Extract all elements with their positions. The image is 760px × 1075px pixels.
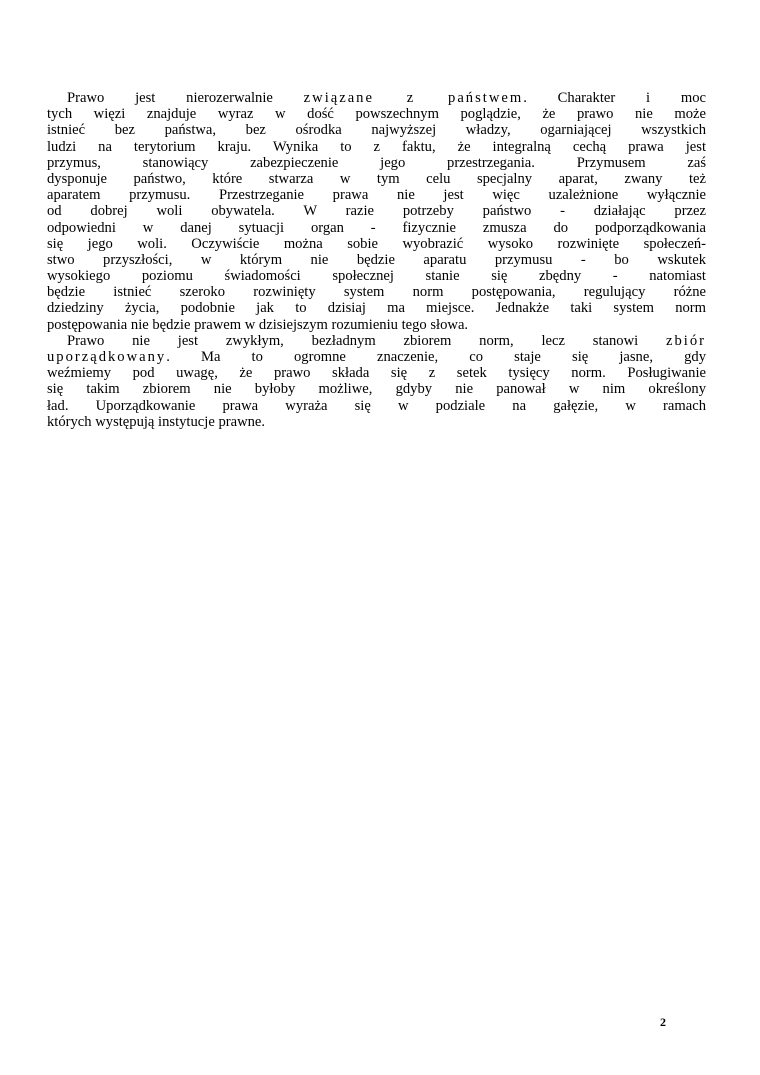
- paragraph-2-line: [47, 398, 706, 414]
- text-run: aparatem przymusu. Przestrzeganie prawa nie jest więc uzależnione wyłącznie: [47, 187, 706, 204]
- emphasized-text: związane z państwem: [303, 90, 524, 106]
- body-text: [47, 90, 706, 430]
- text-run: dziedziny życia, podobnie jak to dzisiaj ma miejsce. Jednakże taki system norm: [47, 300, 706, 317]
- paragraph-2-line: [47, 365, 706, 381]
- text-run: odpowiedni w danej sytuacji organ - fizycznie zmusza do podporządkowania: [47, 219, 706, 236]
- text-run: się jego woli. Oczywiście można sobie wyobrazić wysoko rozwinięte społeczeń-: [47, 235, 706, 252]
- paragraph-1-line: [47, 203, 706, 219]
- paragraph-2-line: [47, 414, 706, 430]
- paragraph-1-line: [47, 252, 706, 268]
- text-run: . Charakter i moc: [523, 90, 706, 106]
- paragraph-1-line: [47, 187, 706, 203]
- paragraph-1-line: [47, 317, 706, 333]
- paragraph-1-line: [47, 220, 706, 236]
- text-run: weźmiemy pod uwagę, że prawo składa się z setek tysięcy norm. Posługiwanie: [47, 365, 706, 382]
- text-run: od dobrej woli obywatela. W razie potrzeby państwo - działając przez: [47, 203, 706, 220]
- text-run: Prawo jest nierozerwalnie: [67, 90, 304, 106]
- paragraph-1-line: [47, 155, 706, 171]
- emphasized-text: zbiór: [666, 332, 706, 349]
- paragraph-1-line: [47, 171, 706, 187]
- text-run: Prawo nie jest zwykłym, bezładnym zbiorem norm, lecz stanowi: [67, 332, 666, 349]
- paragraph-2-line: [47, 349, 706, 365]
- paragraph-1-line: [47, 284, 706, 300]
- text-run: postępowania nie będzie prawem w dzisiejszym rozumieniu tego słowa.: [47, 316, 469, 333]
- paragraph-2-line: [47, 333, 706, 349]
- paragraph-2-line: [47, 381, 706, 397]
- text-run: istnieć bez państwa, bez ośrodka najwyższej władzy, ogarniającej wszystkich: [47, 122, 706, 139]
- paragraph-1-line: [47, 106, 706, 122]
- text-run: przymus, stanowiący zabezpieczenie jego przestrzegania. Przymusem zaś: [47, 154, 706, 171]
- text-run: stwo przyszłości, w którym nie będzie aparatu przymusu - bo wskutek: [47, 251, 706, 268]
- text-run: tych więzi znajduje wyraz w dość powszechnym poglądzie, że prawo nie może: [47, 106, 706, 123]
- text-run: ludzi na terytorium kraju. Wynika to z faktu, że integralną cechą prawa jest: [47, 138, 706, 155]
- text-run: ład. Uporządkowanie prawa wyraża się w podziale na gałęzie, w ramach: [47, 397, 706, 414]
- paragraph-1-line: [47, 122, 706, 138]
- paragraph-1-line: [47, 90, 706, 106]
- page-number: 2: [660, 1015, 666, 1029]
- paragraph-1-line: [47, 268, 706, 284]
- text-run: będzie istnieć szeroko rozwinięty system norm postępowania, regulujący różne: [47, 284, 706, 301]
- paragraph-1-line: [47, 300, 706, 316]
- emphasized-text: uporządkowany: [47, 349, 167, 365]
- paragraph-1-line: [47, 236, 706, 252]
- paragraph-1-line: [47, 139, 706, 155]
- text-run: wysokiego poziomu świadomości społecznej stanie się zbędny - natomiast: [47, 268, 706, 285]
- text-run: . Ma to ogromne znaczenie, co staje się jasne, gdy: [166, 349, 706, 365]
- text-run: się takim zbiorem nie byłoby możliwe, gdyby nie panował w nim określony: [47, 381, 706, 398]
- text-run: dysponuje państwo, które stwarza w tym celu specjalny aparat, zwany też: [47, 170, 706, 187]
- text-run: których występują instytucje prawne.: [47, 413, 266, 430]
